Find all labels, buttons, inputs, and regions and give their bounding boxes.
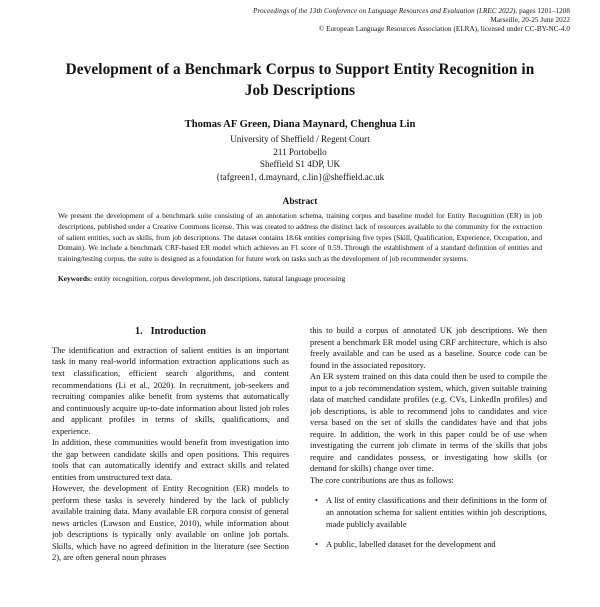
abstract-body	[58, 211, 542, 265]
header-proceedings-italic: Proceedings of the 13th Conference on Language Resources and Evaluation (LREC 2022)	[253, 7, 516, 15]
body-columns	[52, 325, 548, 607]
section-title: Introduction	[150, 326, 206, 337]
contributions-lead-in: The core contributions are thus as follows:	[310, 474, 454, 485]
affiliation-line-1: University of Sheffield / Regent Court	[230, 134, 370, 145]
section-number: 1.	[135, 326, 143, 337]
abstract-paragraph: We present the development of a benchmark suite consisting of an annotation schema, training corpus and baseline model for Entity Recognition (ER) in job descriptions, published under a Creative Commons license. This was created to address the distinct lack of resources available to the community for the extraction of salient entities, such as skills, from job descriptions. The dataset contains 18.6k entities comprising five types (Skill, Qualification, Experience, Occupation, and Domain). We include a benchmark CRF-based ER model which achieves an F1 score of 0.59. Through the establishment of a standard definition of entities and training/testing corpus, the suite is designed as a foundation for future work on tasks such as the development of job recommender systems.	[58, 211, 542, 264]
header-venue-date: Marseille, 20-25 June 2022	[490, 16, 570, 25]
affiliation-line-3: Sheffield S1 4DP, UK	[259, 159, 341, 170]
contributions-list	[310, 495, 547, 550]
section-heading-introduction	[52, 325, 289, 339]
abstract-heading: Abstract	[282, 197, 318, 208]
intro-paragraph-3: However, the development of Entity Recognition (ER) models to perform these tasks is severely hindered by the lack of publicly available training data. Many available ER corpora consist of general news articles (Lawson and Eustice, 2010), while information about job descriptions is typically only available on online job portals. Skills, which have no agreed definition in the literature (see Section 2), are often general noun phrases	[52, 483, 289, 563]
keywords-values: entity recognition, corpus development, job descriptions, natural language processing	[92, 273, 346, 283]
page-title: Development of a Benchmark Corpus to Support Entity Recognition in Job Descriptions	[65, 60, 535, 100]
list-item: • A list of entity classifications and their definitions in the form of an annotation schema for salient entities within job descriptions, made publicly available	[326, 495, 547, 530]
header-license: © European Language Resources Association (ELRA), licensed under CC-BY-NC-4.0	[318, 25, 570, 34]
header-pages: , pages 1201–1208	[515, 7, 570, 15]
header-proceedings-line	[30, 7, 570, 16]
affiliation-block	[0, 133, 600, 183]
intro-paragraph-4: this to build a corpus of annotated UK job descriptions. We then present a benchmark ER model using CRF architecture, which is also freely available and can be used as a baseline. Source code can be found in the associated repository.	[310, 325, 547, 370]
keywords-line	[58, 274, 542, 285]
affiliation-line-2: 211 Portobello	[273, 146, 327, 157]
running-header	[30, 7, 570, 35]
intro-paragraph-2: In addition, these communities would benefit from investigation into the gap between candidate skills and open positions. This requires tools that can automatically identify and extract skills and related entities from unstructured text data.	[52, 437, 289, 482]
column-left	[52, 325, 289, 607]
intro-paragraph-5: An ER system trained on this data could then be used to compile the input to a job recommendation system, which, given suitable training data of matched candidate profiles (e.g. CVs, LinkedIn profiles) and job descriptions, is able to recommend jobs to candidates and vice versa based on the set of skills the candidates have and that jobs require. In addition, the work in this paper could be of use when investigating the current job climate in terms of the skills that jobs require and candidates possess, or investigating how skills (or demand for skills) change over time.	[310, 371, 547, 474]
paper-page	[0, 7, 600, 607]
author-emails: {tafgreen1, d.maynard, c.lin}@sheffield.ac.uk	[215, 171, 385, 182]
column-right	[310, 325, 547, 607]
intro-paragraph-1: The identification and extraction of salient entities is an important task in many real-world information extraction applications such as text classification, efficient search algorithms, and content recommendations (Li et al., 2020). In recruitment, job-seekers and recruiting companies alike benefit from systems that automatically and continuously acquire up-to-date information about listed job roles and applicant profiles in terms of skills, qualifications, and experience.	[52, 344, 289, 436]
list-item: • A public, labelled dataset for the development and	[326, 539, 547, 551]
keywords-label: Keywords:	[58, 273, 93, 283]
author-list: Thomas AF Green, Diana Maynard, Chenghua Lin	[184, 119, 416, 131]
